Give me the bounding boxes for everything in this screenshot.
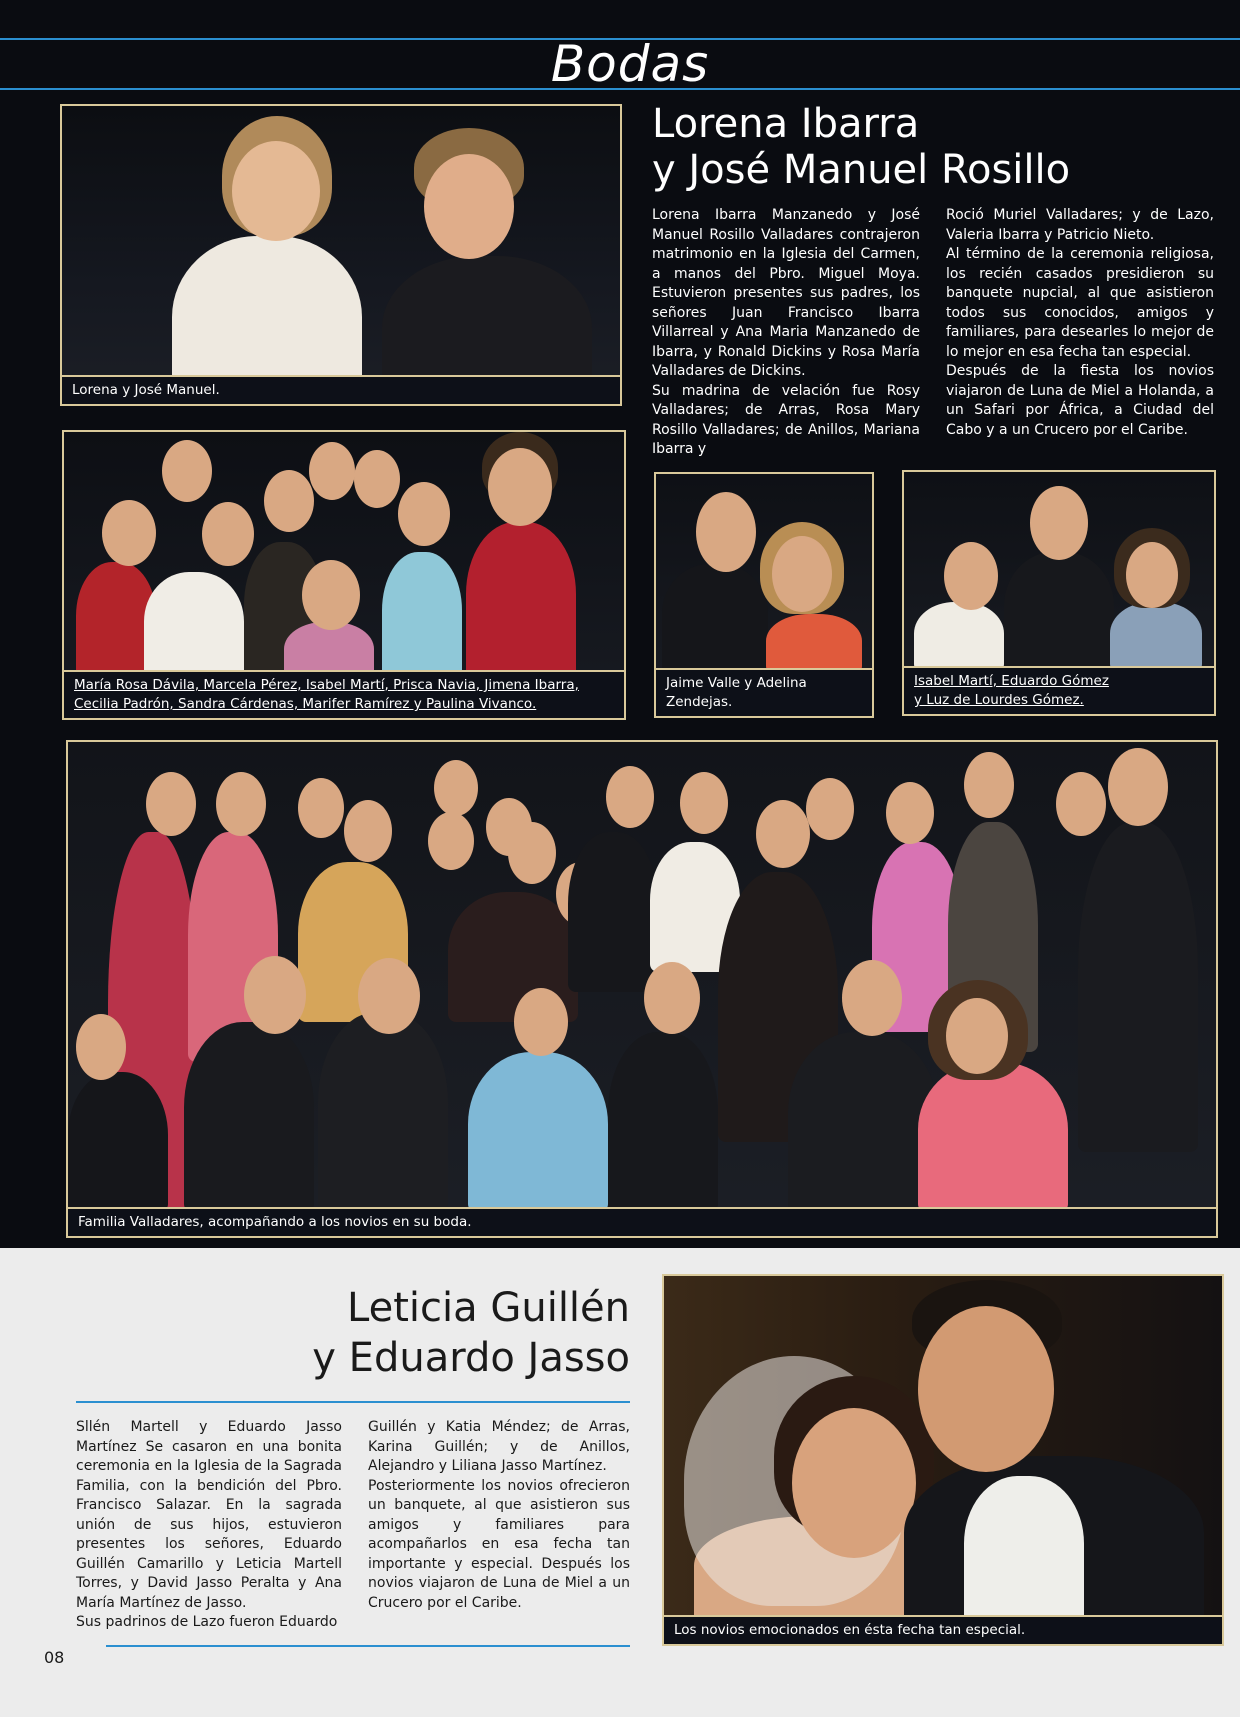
article1-col1-paragraph: Lorena Ibarra Manzanedo y José Manuel Rosillo Valladares contrajeron matrimonio en la Iglesia del Carmen, a manos del Pbro. Miguel Moya. Estuvieron presentes sus padres, los señores Juan Francisco Ibarra Villarreal y Ana Maria Manzanedo de Ibarra, y Ronald Dickins y Rosa María Valladares de Dickins. bbox=[652, 207, 920, 379]
photo-scene bbox=[664, 1276, 1222, 1644]
article1-headline-line1: Lorena Ibarra bbox=[652, 101, 920, 147]
article1-col1-paragraph: Su madrina de velación fue Rosy Valladares; de Arras, Rosa Mary Rosillo Valladares; de Anillos, Mariana Ibarra y bbox=[652, 382, 920, 457]
bride-face bbox=[680, 772, 728, 834]
guest-face bbox=[146, 772, 196, 836]
groom-face bbox=[424, 154, 514, 259]
guest-figure bbox=[68, 1072, 168, 1212]
guest-figure bbox=[608, 1032, 718, 1212]
guest-face bbox=[886, 782, 934, 844]
article1-col2-paragraph: Al término de la ceremonia religiosa, los recién casados presidieron su banquete nupcial, al que asistieron todos sus conocidos, amigos y familiares, para desearles lo mejor de lo mejor en esa fecha tan especial. bbox=[946, 246, 1214, 360]
guest-face bbox=[358, 958, 420, 1034]
photo-caption bbox=[64, 670, 624, 718]
woman-face bbox=[202, 502, 254, 566]
guest-face bbox=[1056, 772, 1106, 836]
woman-figure bbox=[382, 552, 462, 682]
guest-figure bbox=[184, 1022, 314, 1212]
article2-column-1 bbox=[76, 1418, 342, 1633]
guest-face bbox=[244, 956, 306, 1034]
guest-face bbox=[298, 778, 344, 838]
guest-face bbox=[428, 812, 474, 870]
caption-line: y Luz de Lourdes Gómez. bbox=[914, 692, 1084, 708]
photo-caption: Jaime Valle y Adelina Zendejas. bbox=[656, 668, 872, 716]
guest-face bbox=[434, 760, 478, 816]
article1-column-2 bbox=[946, 206, 1214, 440]
guest-figure bbox=[468, 1052, 608, 1212]
section-title: Bodas bbox=[550, 35, 710, 93]
man-face bbox=[1030, 486, 1088, 560]
woman-figure bbox=[144, 572, 244, 682]
caption-line: Isabel Martí, Eduardo Gómez bbox=[914, 673, 1109, 689]
guest-face bbox=[644, 962, 700, 1034]
article1-col2-paragraph: Después de la fiesta los novios viajaron de Luna de Miel a Holanda, a un Safari por África, a Ciudad del Cabo y a un Crucero por el Caribe. bbox=[946, 363, 1214, 438]
guest-face bbox=[514, 988, 568, 1056]
photo-isabel-eduardo-luz bbox=[902, 470, 1216, 716]
caption-line: Cecilia Padrón, Sandra Cárdenas, Marifer Ramírez y Paulina Vivanco. bbox=[74, 696, 537, 712]
article2-col2-paragraph: Guillén y Katia Méndez; de Arras, Karina Guillén; y de Anillos, Alejandro y Liliana Jasso Martínez. bbox=[368, 1419, 630, 1474]
woman-face bbox=[162, 440, 212, 502]
woman-face bbox=[264, 470, 314, 532]
article2-headline-line2: y Eduardo Jasso bbox=[312, 1335, 630, 1381]
groom-figure bbox=[568, 832, 658, 992]
woman-face bbox=[772, 536, 832, 612]
page-number: 08 bbox=[44, 1648, 65, 1667]
woman-face bbox=[488, 448, 552, 526]
groom-shirt bbox=[964, 1476, 1084, 1626]
man-figure bbox=[1004, 552, 1114, 672]
woman-face bbox=[944, 542, 998, 610]
woman-face bbox=[302, 560, 360, 630]
woman-face bbox=[354, 450, 400, 508]
woman-figure bbox=[914, 602, 1004, 672]
photo-leticia-eduardo bbox=[662, 1274, 1224, 1646]
article1-column-1 bbox=[652, 206, 920, 460]
photo-caption bbox=[904, 666, 1214, 714]
photo-caption: Los novios emocionados en ésta fecha tan especial. bbox=[664, 1615, 1222, 1644]
photo-group-women bbox=[62, 430, 626, 720]
groom-face bbox=[918, 1306, 1054, 1472]
guest-figure bbox=[1078, 822, 1198, 1152]
woman-figure bbox=[1110, 602, 1202, 672]
guest-figure bbox=[788, 1032, 938, 1212]
photo-lorena-jose-manuel bbox=[60, 104, 622, 406]
article2-rule-top bbox=[76, 1401, 630, 1403]
guest-face bbox=[756, 800, 810, 868]
article2-rule-bottom bbox=[106, 1645, 630, 1647]
woman-figure bbox=[766, 614, 862, 674]
man-figure bbox=[662, 564, 768, 674]
guest-face bbox=[964, 752, 1014, 818]
guest-face bbox=[508, 822, 556, 884]
bride-face bbox=[232, 141, 320, 241]
guest-face bbox=[344, 800, 392, 862]
woman-face bbox=[102, 500, 156, 566]
guest-face bbox=[1108, 748, 1168, 826]
article2-col2-paragraph: Posteriormente los novios ofrecieron un banquete, al que asistieron sus amigos y familiares para acompañarlos en esa fecha tan importante y especial. Después los novios viajaron de Luna de Miel a un Crucero por el Caribe. bbox=[368, 1477, 630, 1611]
photo-caption: Lorena y José Manuel. bbox=[62, 375, 620, 404]
guest-figure bbox=[918, 1062, 1068, 1212]
bride-face bbox=[792, 1408, 916, 1558]
guest-face bbox=[842, 960, 902, 1036]
woman-face bbox=[398, 482, 450, 546]
man-face bbox=[696, 492, 756, 572]
guest-face bbox=[946, 998, 1008, 1074]
photo-scene bbox=[68, 742, 1216, 1236]
photo-familia-valladares bbox=[66, 740, 1218, 1238]
guest-figure bbox=[318, 1012, 448, 1212]
article1-col2-paragraph: Roció Muriel Valladares; y de Lazo, Valeria Ibarra y Patricio Nieto. bbox=[946, 207, 1214, 243]
article2-col1-paragraph: Sus padrinos de Lazo fueron Eduardo bbox=[76, 1614, 338, 1630]
photo-jaime-adelina bbox=[654, 472, 874, 718]
article2-headline-line1: Leticia Guillén bbox=[347, 1285, 630, 1331]
guest-face bbox=[76, 1014, 126, 1080]
photo-scene bbox=[62, 106, 620, 404]
guest-face bbox=[806, 778, 854, 840]
groom-face bbox=[606, 766, 654, 828]
woman-figure bbox=[466, 522, 576, 682]
article1-headline-line2: y José Manuel Rosillo bbox=[652, 147, 1071, 193]
woman-face bbox=[309, 442, 355, 500]
photo-caption: Familia Valladares, acompañando a los novios en su boda. bbox=[68, 1207, 1216, 1236]
article2-col1-paragraph: Sllén Martell y Eduardo Jasso Martínez Se casaron en una bonita ceremonia en la Iglesia de la Sagrada Familia, con la bendición del Pbro. Francisco Salazar. En la sagrada unión de sus hijos, estuvieron presentes los señores, Eduardo Guillén Camarillo y Leticia Martell Torres, y David Jasso Peralta y Ana María Martínez de Jasso. bbox=[76, 1419, 342, 1611]
woman-face bbox=[1126, 542, 1178, 608]
caption-line: María Rosa Dávila, Marcela Pérez, Isabel Martí, Prisca Navia, Jimena Ibarra, bbox=[74, 677, 579, 693]
guest-face bbox=[216, 772, 266, 836]
article2-column-2 bbox=[368, 1418, 630, 1613]
